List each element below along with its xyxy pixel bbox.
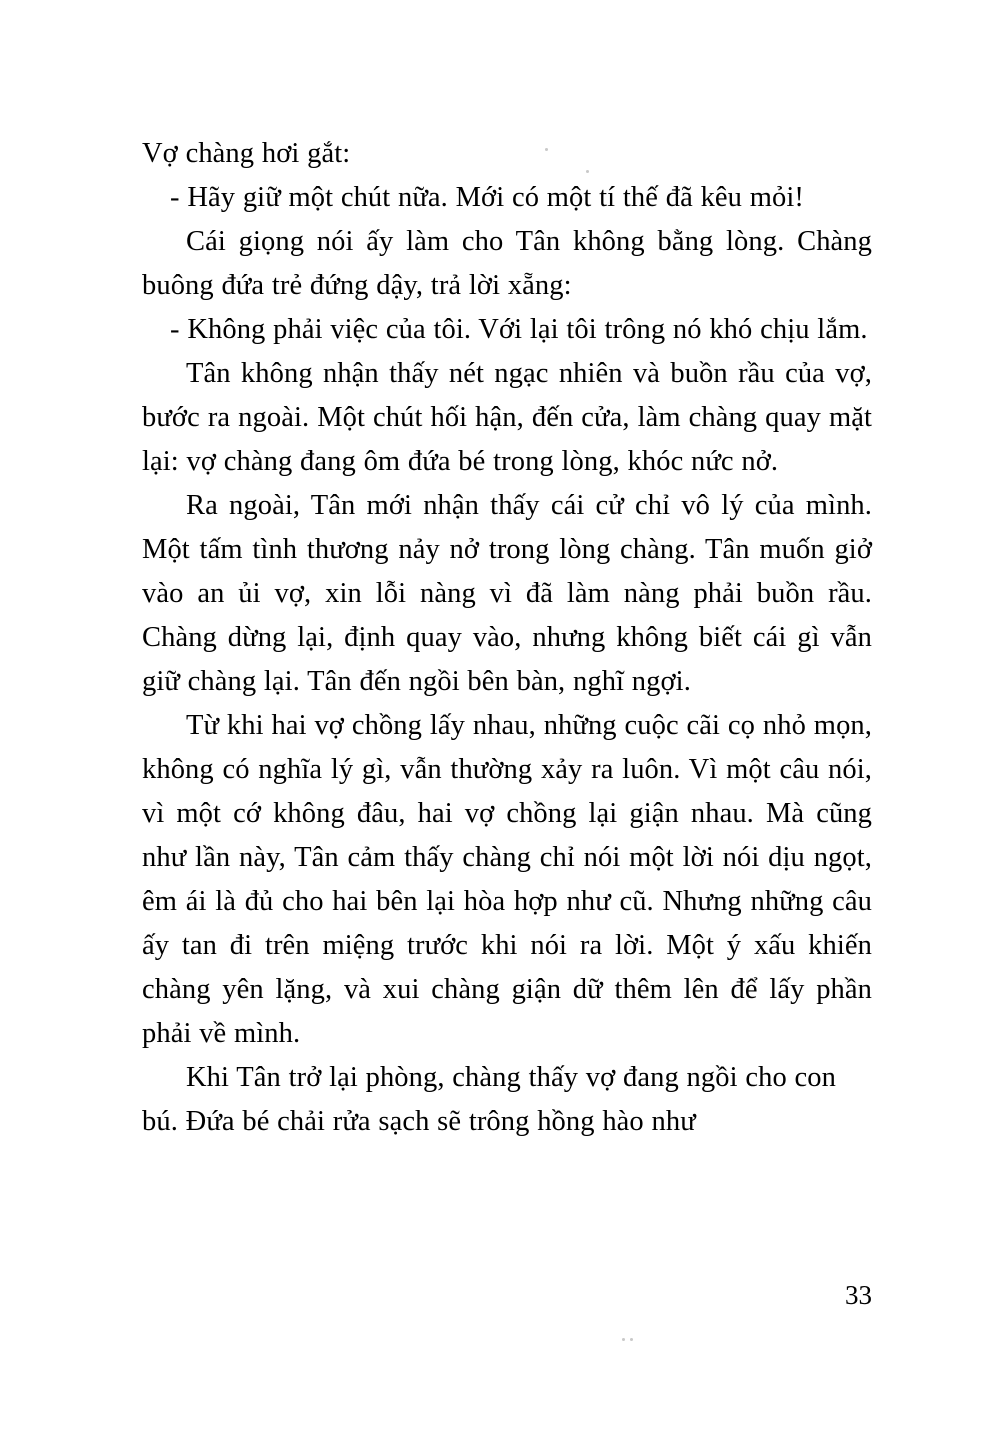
- paragraph: Khi Tân trở lại phòng, chàng thấy vợ đang ngồi cho con bú. Đứa bé chải rửa sạch sẽ trông hồng hào như: [142, 1062, 836, 1137]
- paragraph-dialogue: - Không phải việc của tôi. Với lại tôi trông nó khó chịu lắm.: [170, 314, 868, 345]
- scan-speck-icon: [630, 1338, 633, 1341]
- scan-speck-icon: [622, 1338, 625, 1341]
- paragraph: Từ khi hai vợ chồng lấy nhau, những cuộc cãi cọ nhỏ mọn, không có nghĩa lý gì, vẫn thường xảy ra luôn. Vì một câu nói, vì một cớ không đâu, hai vợ chồng lại giận nhau. Mà cũng như lần này, Tân cảm thấy chàng chỉ nói một lời nói dịu ngọt, êm ái là đủ cho hai bên lại hòa hợp như cũ. Nhưng những câu ấy tan đi trên miệng trước khi nói ra lời. Một ý xấu khiến chàng yên lặng, và xui chàng giận dữ thêm lên để lấy phần phải về mình.: [142, 710, 872, 1049]
- page-number: 33: [845, 1280, 872, 1310]
- paragraph-dialogue: - Hãy giữ một chút nữa. Mới có một tí thế đã kêu mỏi!: [170, 182, 804, 213]
- paragraph: Ra ngoài, Tân mới nhận thấy cái cử chỉ vô lý của mình. Một tấm tình thương nảy nở trong lòng chàng. Tân muốn giở vào an ủi vợ, xin lỗi nàng vì đã làm nàng phải buồn rầu. Chàng dừng lại, định quay vào, nhưng không biết cái gì vẫn giữ chàng lại. Tân đến ngồi bên bàn, nghĩ ngợi.: [142, 490, 872, 697]
- paragraph: Vợ chàng hơi gắt:: [142, 138, 351, 169]
- paragraph: Cái giọng nói ấy làm cho Tân không bằng lòng. Chàng buông đứa trẻ đứng dậy, trả lời xẵng:: [142, 226, 872, 301]
- body-text-column: [142, 132, 872, 1144]
- paragraph: Tân không nhận thấy nét ngạc nhiên và buồn rầu của vợ, bước ra ngoài. Một chút hối hận, đến cửa, làm chàng quay mặt lại: vợ chàng đang ôm đứa bé trong lòng, khóc nức nở.: [142, 358, 872, 477]
